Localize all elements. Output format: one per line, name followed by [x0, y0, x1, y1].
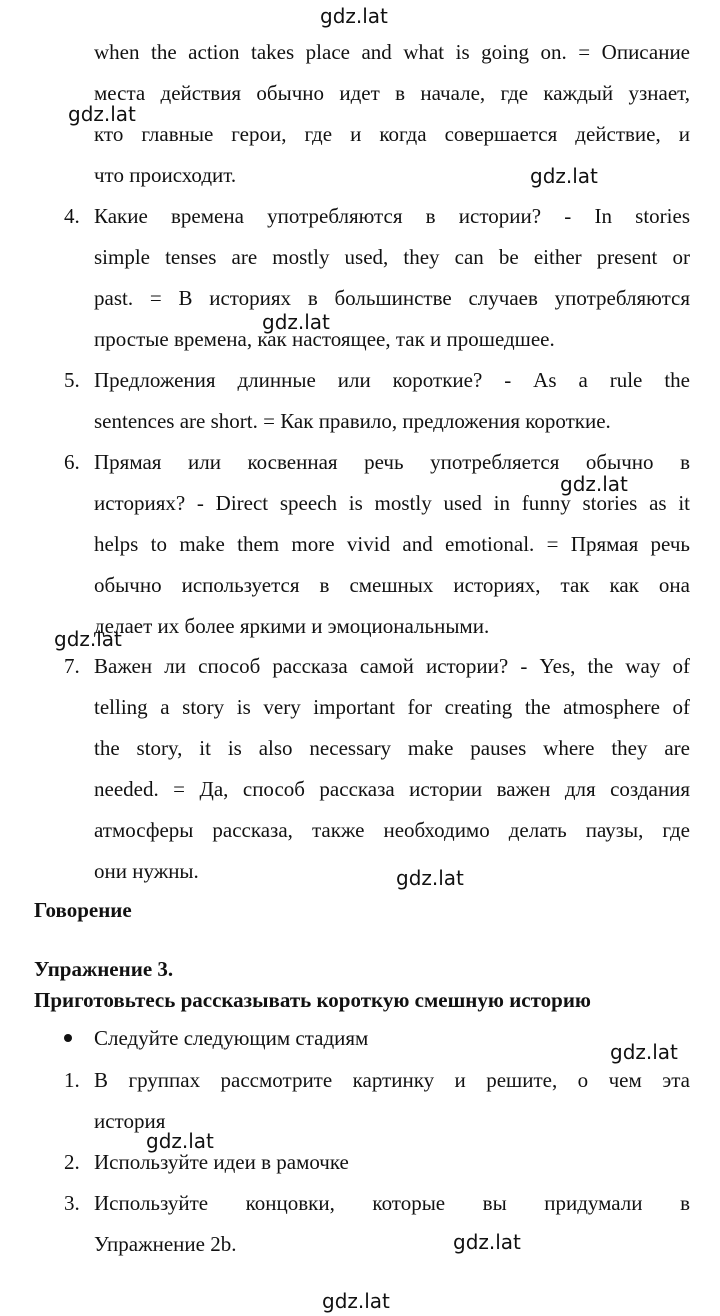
text-line: when the action takes place and what is going on. = Описание: [94, 40, 690, 64]
list-item-number: 7.: [64, 654, 80, 678]
text-line: Упражнение 2b.: [94, 1232, 237, 1256]
watermark: gdz.lat: [560, 472, 628, 496]
text-line: В группах рассмотрите картинку и решите, о чем эта: [94, 1068, 690, 1092]
text-line: что происходит.: [94, 163, 237, 187]
text-line: кто главные герои, где и когда совершается действие, и: [94, 122, 690, 146]
text-line: Используйте концовки, которые вы придумали в: [94, 1191, 690, 1215]
watermark: gdz.lat: [322, 1289, 390, 1313]
text-line: историях? - Direct speech is mostly used in funny stories as it: [94, 491, 690, 515]
watermark: gdz.lat: [262, 310, 330, 334]
watermark: gdz.lat: [610, 1040, 678, 1064]
text-line: история: [94, 1109, 166, 1133]
watermark: gdz.lat: [396, 866, 464, 890]
text-line: past. = В историях в большинстве случаев употребляются: [94, 286, 690, 310]
text-line: simple tenses are mostly used, they can be either present or: [94, 245, 690, 269]
text-line: места действия обычно идет в начале, где каждый узнает,: [94, 81, 690, 105]
watermark: gdz.lat: [530, 164, 598, 188]
text-line: простые времена, как настоящее, так и прошедшее.: [94, 327, 555, 351]
list-item-number: 2.: [64, 1150, 80, 1174]
watermark: gdz.lat: [320, 4, 388, 28]
watermark: gdz.lat: [146, 1129, 214, 1153]
text-line: Используйте идеи в рамочке: [94, 1150, 349, 1174]
list-item-number: 5.: [64, 368, 80, 392]
text-line: делает их более яркими и эмоциональными.: [94, 614, 490, 638]
watermark: gdz.lat: [453, 1230, 521, 1254]
bullet-icon: [64, 1034, 72, 1042]
text-line: Какие времена употребляются в истории? - In stories: [94, 204, 690, 228]
text-line: needed. = Да, способ рассказа истории важен для создания: [94, 777, 690, 801]
list-item-number: 3.: [64, 1191, 80, 1215]
text-line: атмосферы рассказа, также необходимо делать паузы, где: [94, 818, 690, 842]
text-line: telling a story is very important for creating the atmosphere of: [94, 695, 690, 719]
watermark: gdz.lat: [54, 627, 122, 651]
text-line: обычно используется в смешных историях, так как она: [94, 573, 690, 597]
watermark: gdz.lat: [68, 102, 136, 126]
list-item-number: 6.: [64, 450, 80, 474]
bullet-text: Следуйте следующим стадиям: [94, 1026, 369, 1050]
text-line: они нужны.: [94, 859, 199, 883]
text-line: the story, it is also necessary make pauses where they are: [94, 736, 690, 760]
list-item-number: 1.: [64, 1068, 80, 1092]
text-line: helps to make them more vivid and emotional. = Прямая речь: [94, 532, 690, 556]
section-heading: Говорение: [34, 898, 132, 922]
text-line: sentences are short. = Как правило, предложения короткие.: [94, 409, 611, 433]
text-line: Прямая или косвенная речь употребляется обычно в: [94, 450, 690, 474]
exercise-task: Приготовьтесь рассказывать короткую смешную историю: [34, 988, 591, 1012]
text-line: Важен ли способ рассказа самой истории? - Yes, the way of: [94, 654, 690, 678]
exercise-title: Упражнение 3.: [34, 957, 174, 981]
text-line: Предложения длинные или короткие? - As a rule the: [94, 368, 690, 392]
list-item-number: 4.: [64, 204, 80, 228]
